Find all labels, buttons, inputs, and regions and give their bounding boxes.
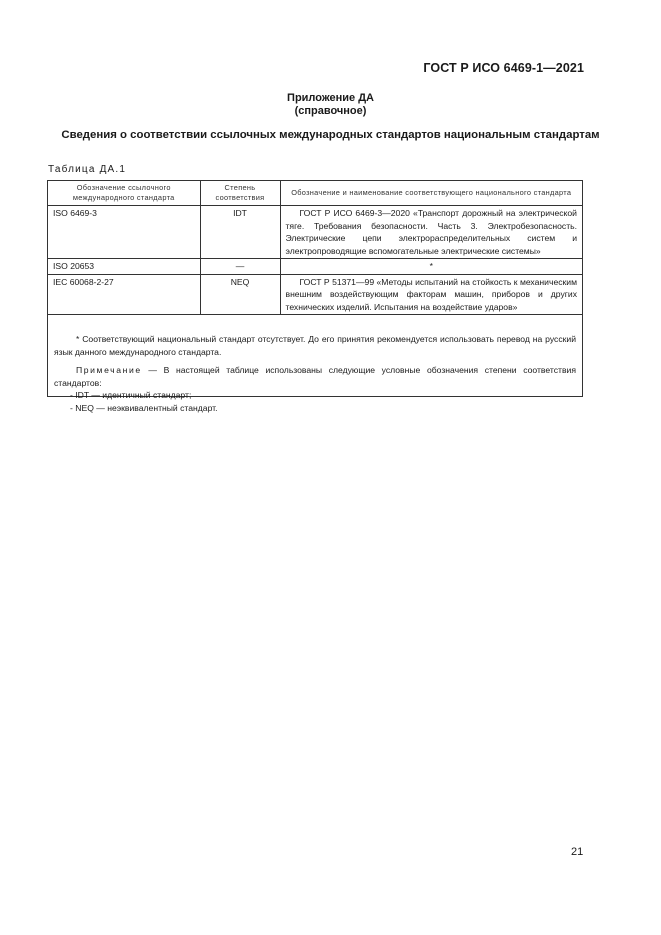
cell-degree: —: [200, 259, 280, 275]
column-header-degree: Степень соответствия: [200, 181, 280, 206]
note-text: — В настоящей таблице использованы следующие условные обозначения степени соответствия стандартов:: [54, 365, 576, 388]
table-row: [48, 274, 582, 315]
cell-national: ГОСТ Р ИСО 6469-3—2020 «Транспорт дорожный на электрической тяге. Требования безопасности. Часть 3. Электробезопасность. Электрические цепи электрораспределительных систем и электропроводящие вспомогательные электрические системы»: [280, 206, 582, 259]
column-header-national: Обозначение и наименование соответствующего национального стандарта: [280, 181, 582, 206]
column-header-intl: Обозначение ссылочного международного стандарта: [48, 181, 200, 206]
table-caption: Таблица ДА.1: [48, 164, 127, 175]
page-number: 21: [571, 846, 584, 858]
cell-national: *: [280, 259, 582, 275]
table-row: [48, 259, 582, 275]
table-footnote: * Соответствующий национальный стандарт отсутствует. До его принятия рекомендуется использовать перевод на русский язык данного международного стандарта.: [54, 334, 576, 357]
cell-degree: NEQ: [200, 274, 280, 315]
cell-intl: ISO 20653: [48, 259, 200, 275]
cell-national: ГОСТ Р 51371—99 «Методы испытаний на стойкость к механическим внешним воздействующим факторам машин, приборов и других технических изделий. Испытания на воздействие ударов»: [280, 274, 582, 315]
standards-table: [47, 180, 583, 413]
cell-degree: IDT: [200, 206, 280, 259]
annex-subtitle: (справочное): [294, 105, 367, 117]
cell-intl: ISO 6469-3: [48, 206, 200, 259]
table-row: [48, 206, 582, 259]
table-note: [54, 364, 576, 389]
note-label: Примечание: [76, 365, 142, 375]
standards-table-grid: [48, 181, 582, 315]
table-header-row: [48, 181, 582, 206]
table-notes: [48, 333, 582, 414]
legend-item-idt: - IDT — идентичный стандарт;: [70, 390, 192, 400]
section-heading: Сведения о соответствии ссылочных международных стандартов национальным стандартам: [61, 129, 600, 141]
annex-title: Приложение ДА: [287, 92, 374, 104]
document-code: ГОСТ Р ИСО 6469-1—2021: [423, 61, 584, 75]
legend-item-neq: - NEQ — неэквивалентный стандарт.: [70, 402, 218, 413]
cell-intl: IEC 60068-2-27: [48, 274, 200, 315]
